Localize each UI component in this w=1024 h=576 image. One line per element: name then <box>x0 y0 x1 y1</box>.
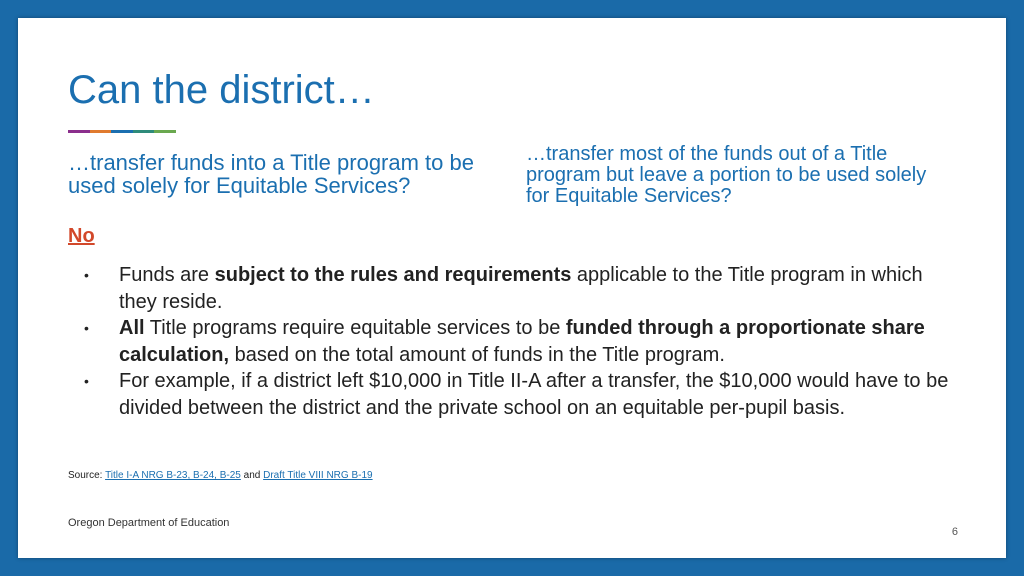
title-underline-rule <box>68 130 176 133</box>
bullet-text: applicable to the Title program in which they reside. <box>119 264 923 313</box>
bullet-glyph: • <box>84 320 89 336</box>
rule-segment <box>133 130 155 133</box>
source-line <box>68 470 373 481</box>
source-middle: and <box>240 470 264 481</box>
bullet-text: Title programs require equitable services to be <box>144 317 566 339</box>
rule-segment <box>90 130 112 133</box>
rule-segment <box>68 130 90 133</box>
question-right: …transfer most of the funds out of a Title program but leave a portion to be used solely for Equitable Services? <box>526 143 927 207</box>
bullet-glyph: • <box>84 373 89 389</box>
bullet-emphasis-text: funded through a proportionate share calculation, <box>119 317 925 366</box>
bullet-item <box>84 262 964 315</box>
answer-label: No <box>68 225 95 247</box>
question-left: …transfer funds into a Title program to be used solely for Equitable Services? <box>68 150 474 199</box>
bullet-emphasis-text: All <box>119 317 145 339</box>
bullet-glyph: • <box>84 267 89 283</box>
source-prefix: Source: <box>68 470 106 481</box>
bullet-text: Funds are <box>119 264 215 286</box>
bullet-item <box>84 315 964 368</box>
slide-title: Can the district… <box>68 68 375 112</box>
bullet-emphasis-text: subject to the rules and requirements <box>214 264 572 286</box>
source-link-title-viii[interactable]: Draft Title VIII NRG B-19 <box>263 470 373 481</box>
bullet-text: based on the total amount of funds in the Title program. <box>229 343 725 366</box>
bullet-text: For example, if a district left $10,000 in Title II-A after a transfer, the $10,000 would have to be divided between the district and the private school on an equitable per-pupil basis. <box>119 370 949 419</box>
rule-segment <box>111 130 133 133</box>
rule-segment <box>154 130 176 133</box>
bullet-item <box>84 368 964 421</box>
source-link-title-i-a[interactable]: Title I-A NRG B-23, B-24, B-25 <box>105 470 241 481</box>
bullet-list <box>84 262 964 421</box>
page-number: 6 <box>951 526 958 538</box>
slide <box>18 18 1006 558</box>
footer-organization: Oregon Department of Education <box>68 517 230 529</box>
